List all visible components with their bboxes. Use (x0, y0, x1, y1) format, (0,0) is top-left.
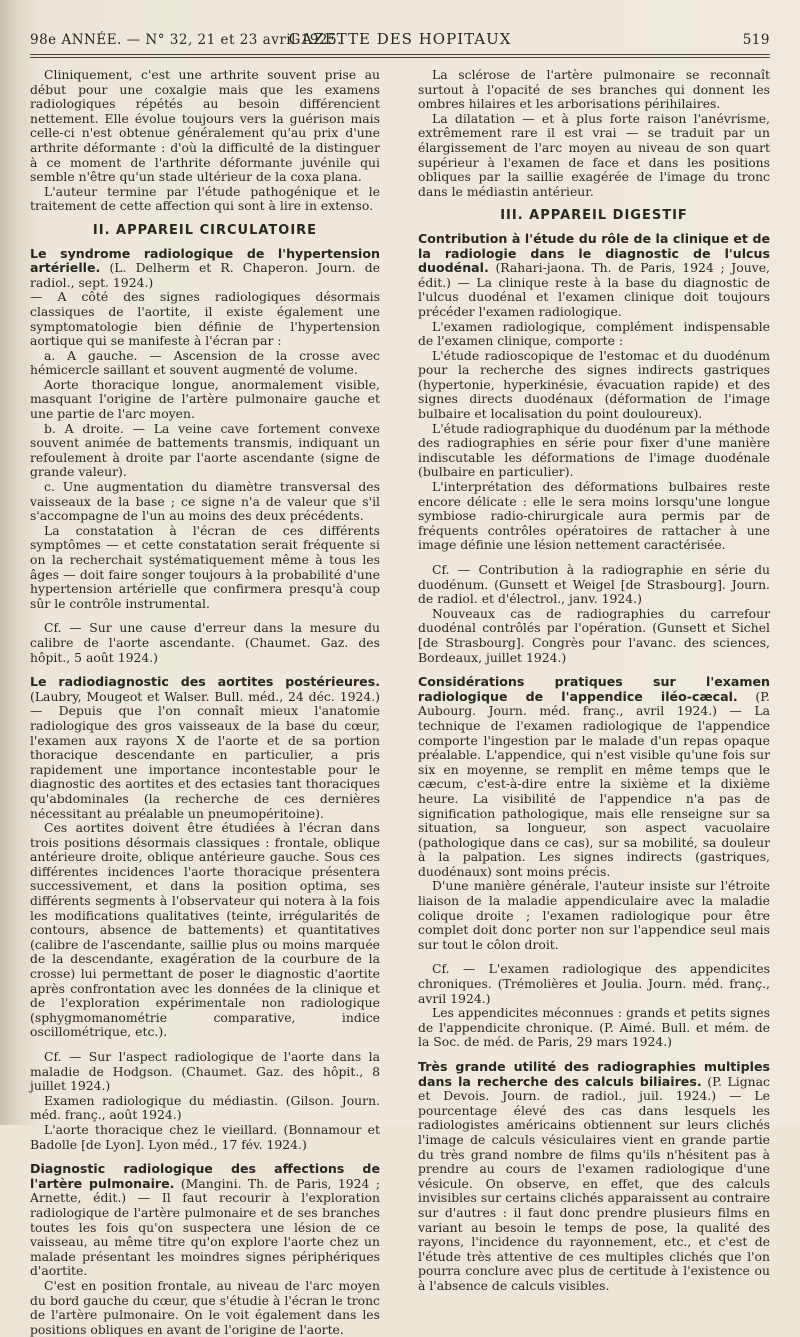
paragraph: Ces aortites doivent être étudiées à l'écran dans trois positions désormais classiques : frontale, oblique antérieure droite, oblique antérieure gauche. Sous ces différentes incidences l'aorte thoracique présentera successivement, et dans la position optima, ses différents segments à l'observateur qui notera à la fois les modifications qualitatives (teinte, irrégularités de contours, absence de battements) et quantitatives (calibre de l'ascendante, saillie plus ou moins marquée de la descendante, exagération de la courbure de la crosse) lui permettant de poser le diagnostic d'aortite après confrontation avec les données de la clinique et de l'exploration expérimentale non radiologique (sphygmomanométrie comparative, indice oscillométrique, etc.). (30, 820, 380, 1040)
article-reference: (L. Delherm et R. Chaperon. Journ. de radiol., sept. 1924.) (30, 260, 380, 290)
header-rule (30, 54, 770, 55)
article-title-text: Le radiodiagnostic des aortites postérieures. (30, 674, 380, 690)
paragraph: D'une manière générale, l'auteur insiste sur l'étroite liaison de la maladie appendiculaire avec la maladie colique droite ; l'examen radiologique pour être complet doit donc porter non sur l'appendice seul mais sur tout le côlon droit. (418, 878, 770, 952)
paragraph: b. A droite. — La veine cave fortement convexe souvent animée de battements transmis, indiquant un refoulement à droite par l'aorte ascendante (signe de grande valeur). (30, 420, 380, 480)
cf-reference: Cf. — Sur l'aspect radiologique de l'aorte dans la maladie de Hodgson. (Chaumet. Gaz. des hôpit., 8 juillet 1924.) (30, 1049, 380, 1094)
paragraph: C'est en position frontale, au niveau de l'arc moyen du bord gauche du cœur, que s'étudie à l'écran le tronc de l'artère pulmonaire. On le voit également dans les positions obliques en avant de l'origine de l'aorte. (30, 1277, 380, 1337)
paragraph: L'étude radiographique du duodénum par la méthode des radiographies en série pour fixer d'une manière indiscutable les déformations de l'image duodénale (bulbaire en particulier). (418, 420, 770, 480)
cf-reference: Cf. — L'examen radiologique des appendicites chroniques. (Trémolières et Joulia. Journ. méd. franç., avril 1924.) (418, 961, 770, 1006)
paragraph: L'interprétation des déformations bulbaires reste encore délicate : elle le sera moins lorsqu'une longue symbiose radio-chirurgicale aura permis par de fréquents contrôles opératoires de rattacher à une image définie une lésion nettement caractérisée. (418, 479, 770, 553)
paragraph: L'auteur termine par l'étude pathogénique et le traitement de cette affection qui sont à lire in extenso. (30, 183, 380, 214)
article-title-text: Contribution à l'étude du rôle de la clinique et de la radiologie dans le diagnostic de l'ulcus duodénal. (418, 230, 770, 276)
paragraph: Cliniquement, c'est une arthrite souvent prise au début pour une coxalgie mais que les examens radiologiques répétés au besoin différencient nettement. Elle évolue toujours vers la guérison mais celle-ci n'est obtenue généralement qu'au prix d'une arthrite déformante : d'où la difficulté de la distinguer à ce moment de l'arthrite déformante juvénile qui semble n'être qu'un stade ultérieur de la coxa plana. (30, 67, 380, 185)
right-column (418, 68, 770, 1294)
article-title (30, 247, 380, 291)
cf-reference: Les appendicites méconnues : grands et petits signes de l'appendicite chronique. (P. Aimé. Bull. et mém. de la Soc. de méd. de Paris, 29 mars 1924.) (418, 1005, 770, 1050)
issue-line: 98e ANNÉE. — N° 32, 21 et 23 avril 1925. (30, 32, 342, 48)
left-column (30, 68, 380, 1337)
paragraph: L'étude radioscopique de l'estomac et du duodénum pour la recherche des signes indirects gastriques (hypertonie, hyperkinésie, évacuation rapide) et des signes directs duodénaux (déformation de l'image bulbaire et localisation du point douloureux). (418, 347, 770, 422)
paragraph: La sclérose de l'artère pulmonaire se reconnaît surtout à l'opacité de ses branches qui donnent les ombres hilaires et les arborisations périhilaires. (418, 67, 770, 112)
article-title-text: Le syndrome radiologique de l'hypertension artérielle. (30, 245, 380, 276)
paragraph: a. A gauche. — Ascension de la crosse avec hémicercle saillant et souvent augmenté de volume. (30, 347, 380, 378)
cf-reference: Cf. — Contribution à la radiographie en série du duodénum. (Gunsett et Weigel [de Strasbourg]. Journ. de radiol. et d'électrol., janv. 1924.) (418, 562, 770, 607)
article-reference: (Mangini. Th. de Paris, 1924 ; Arnette, édit.) — Il faut recourir à l'exploration radiologique de l'artère pulmonaire et de ses branches toutes les fois qu'on suspectera une lésion de ce vaisseau, au même titre qu'on explore l'aorte chez un malade présentant les moindres signes périphériques d'aortite. (30, 1175, 380, 1279)
cf-reference: L'aorte thoracique chez le vieillard. (Bonnamour et Badolle [de Lyon]. Lyon méd., 17 fév. 1924.) (30, 1121, 380, 1152)
article-title (418, 232, 770, 320)
article-title (30, 675, 380, 821)
article-title-text: Très grande utilité des radiographies multiples dans la recherche des calculs biliaires. (418, 1059, 770, 1089)
paragraph: c. Une augmentation du diamètre transversal des vaisseaux de la base ; ce signe n'a de valeur que s'il s'accompagne de l'un au moins des deux précédents. (30, 479, 380, 524)
article-title (418, 675, 770, 879)
cf-reference: Examen radiologique du médiastin. (Gilson. Journ. méd. franç., août 1924.) (30, 1092, 380, 1123)
article-title-text: Considérations pratiques sur l'examen radiologique de l'appendice iléo-cæcal. (418, 674, 770, 704)
paragraph: — A côté des signes radiologiques désormais classiques de l'aortite, il existe également une symptomatologie bien définie de l'hypertension aortique qui se manifeste à l'écran par : (30, 289, 380, 349)
paragraph: Aorte thoracique longue, anormalement visible, masquant l'origine de l'artère pulmonaire gauche et une partie de l'arc moyen. (30, 376, 380, 422)
paragraph: La dilatation — et à plus forte raison l'anévrisme, extrêmement rare il est vrai — se traduit par un élargissement de l'arc moyen au niveau de son quart supérieur à l'examen de face et dans les positions obliques par la saillie exagérée de l'image du tronc dans le médiastin antérieur. (418, 110, 770, 199)
page-number: 519 (742, 32, 770, 48)
article-reference: (Rahari-jaona. Th. de Paris, 1924 ; Jouve, édit.) — La clinique reste à la base du diagnostic de l'ulcus duodénal et l'examen clinique doit toujours précéder l'examen radiologique. (418, 260, 770, 319)
article-title-text: Diagnostic radiologique des affections de l'artère pulmonaire. (30, 1161, 380, 1191)
journal-title: GAZETTE DES HOPITAUX (288, 30, 512, 48)
article-reference: (Laubry, Mougeot et Walser. Bull. méd., 24 déc. 1924.) — Depuis que l'on connaît mieux l'anatomie radiologique des gros vaisseaux de la base du cœur, l'examen aux rayons X de l'aorte et de sa portion thoracique descendante en particulier, a pris rapidement une importance incontestable pour le diagnostic des aortites et des ectasies tant thoraciques qu'abdominales (la recherche de ces dernières nécessitant au préalable un pneumopéritoine). (30, 688, 380, 821)
section-heading: II. APPAREIL CIRCULATOIRE (92, 222, 318, 238)
article-title (30, 1162, 380, 1279)
article-reference: (P. Lignac et Devois. Journ. de radiol., juil. 1924.) — Le pourcentage élevé des cas dans lesquels les radiologistes américains obtiennent sur leurs clichés l'image de calculs vésiculaires vient en grande partie du très grand nombre de films qu'ils n'hésitent pas à prendre au cours de l'examen radiologique d'une vésicule. On observe, en effet, que des calculs invisibles sur certains clichés apparaissent au contraire sur d'autres : il faut donc prendre plusieurs films en variant au besoin le temps de pose, la qualité des rayons, l'incidence du rayonnement, etc., et c'est de l'étude très attentive de ces multiples clichés que l'on pourra conclure avec plus de certitude à l'existence ou à l'absence de calculs visibles. (418, 1073, 770, 1293)
paragraph: L'examen radiologique, complément indispensable de l'examen clinique, comporte : (418, 318, 770, 349)
cf-reference: Nouveaux cas de radiographies du carrefour duodénal contrôlés par l'opération. (Gunsett et Sichel [de Strasbourg]. Congrès pour l'avanc. des sciences, Bordeaux, juillet 1924.) (418, 605, 770, 665)
section-heading: III. APPAREIL DIGESTIF (500, 208, 688, 224)
paragraph: La constatation à l'écran de ces différents symptômes — et cette constatation serait fréquente si on la recherchait systématiquement même à tous les âges — doit faire songer toujours à la probabilité d'une hypertension artérielle que confirmera presqu'à coup sûr le contrôle instrumental. (30, 522, 380, 611)
article-reference: (P. Aubourg. Journ. méd. franç., avril 1924.) — La technique de l'examen radiologique de l'appendice comporte l'ingestion par le malade d'un repas opaque préalable. L'appendice, qui n'est visible qu'une fois sur six en moyenne, se remplit en même temps que le cæcum, c'est-à-dire entre la sixième et la dixième heure. La visibilité de l'appendice n'a pas de signification pathologique, mais elle renseigne sur sa situation, sa longueur, son aspect vacuolaire (pathologique dans ce cas), sur sa mobilité, sa douleur à la palpation. Les signes indirects (gastriques, duodénaux) sont moins précis. (418, 688, 770, 879)
cf-reference: Cf. — Sur une cause d'erreur dans la mesure du calibre de l'aorte ascendante. (Chaumet. Gaz. des hôpit., 5 août 1924.) (30, 620, 380, 665)
page-header (30, 28, 770, 52)
header-rule-2 (30, 57, 770, 58)
article-title (418, 1060, 770, 1294)
